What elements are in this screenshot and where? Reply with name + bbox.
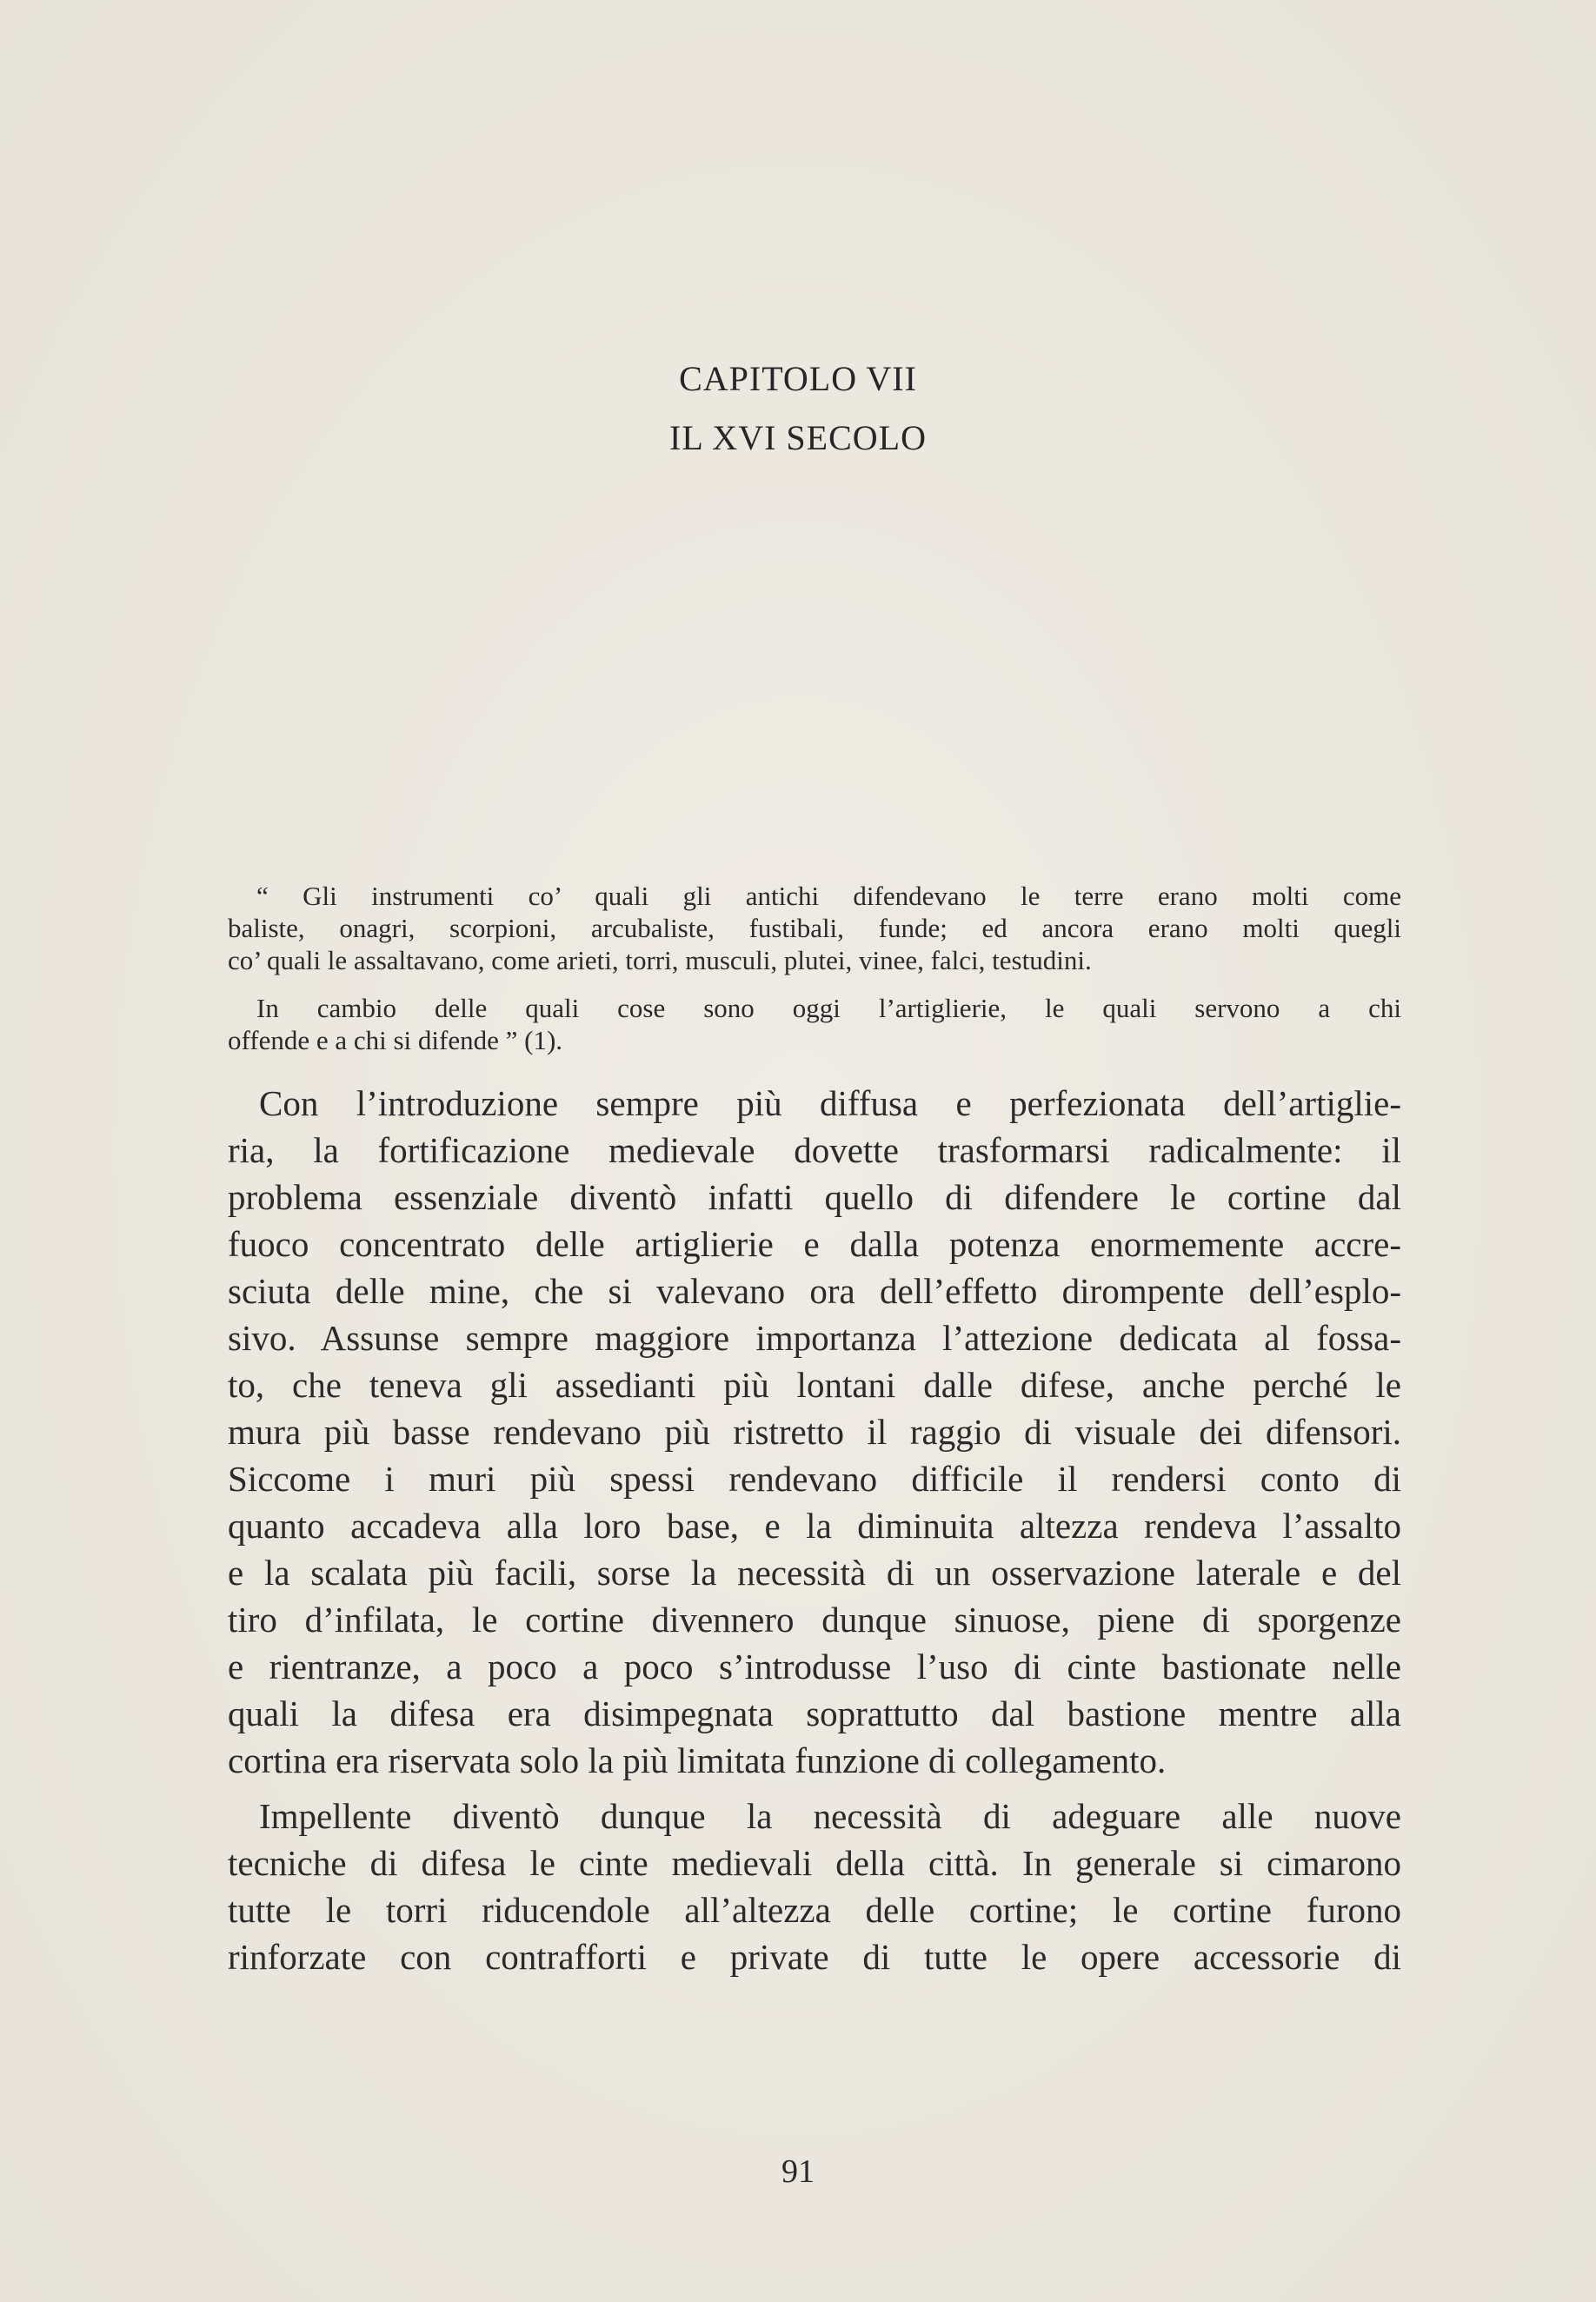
body-line: fuoco concentrato delle artiglierie e dalla potenza enormemente accre- <box>228 1224 1401 1264</box>
body-line: tutte le torri riducendole all’altezza delle cortine; le cortine furono <box>228 1890 1401 1930</box>
body-line: mura più basse rendevano più ristretto il raggio di visuale dei difensori. <box>228 1412 1401 1452</box>
body-line: Con l’introduzione sempre più diffusa e perfezionata dell’artiglie- <box>259 1083 1401 1123</box>
body-line: quali la difesa era disimpegnata soprattutto dal bastione mentre alla <box>228 1693 1401 1733</box>
body-line: sivo. Assunse sempre maggiore importanza l’attezione dedicata al fossa- <box>228 1318 1401 1358</box>
chapter-number: CAPITOLO VII <box>679 359 917 398</box>
quote-line: In cambio delle quali cose sono oggi l’artiglierie, le quali servono a chi <box>256 993 1401 1023</box>
body-line: to, che teneva gli assedianti più lontani dalle difese, anche perché le <box>228 1365 1401 1405</box>
quote-line: “ Gli instrumenti co’ quali gli antichi difendevano le terre erano molti come <box>256 881 1401 911</box>
quote-line: co’ quali le assaltavano, come arieti, torri, musculi, plutei, vinee, falci, testudini. <box>228 945 1092 975</box>
quote-line: baliste, onagri, scorpioni, arcubaliste, fustibali, funde; ed ancora erano molti quegli <box>228 913 1401 943</box>
body-line: tiro d’infilata, le cortine divennero dunque sinuose, piene di sporgenze <box>228 1600 1401 1640</box>
quote-line: offende e a chi si difende ” (1). <box>228 1025 563 1055</box>
body-line: Siccome i muri più spessi rendevano difficile il rendersi conto di <box>228 1459 1401 1499</box>
body-line: problema essenziale diventò infatti quello di difendere le cortine dal <box>228 1177 1401 1217</box>
page-number: 91 <box>781 2153 815 2190</box>
body-line: tecniche di difesa le cinte medievali della città. In generale si cimarono <box>228 1843 1401 1883</box>
body-line: cortina era riservata solo la più limitata funzione di collegamento. <box>228 1740 1167 1780</box>
body-line: quanto accadeva alla loro base, e la diminuita altezza rendeva l’assalto <box>228 1506 1401 1546</box>
body-line: e rientranze, a poco a poco s’introdusse l’uso di cinte bastionate nelle <box>228 1647 1401 1687</box>
body-line: sciuta delle mine, che si valevano ora dell’effetto dirompente dell’esplo- <box>228 1271 1401 1311</box>
body-line: ria, la fortificazione medievale dovette trasformarsi radicalmente: il <box>228 1130 1401 1170</box>
body-line: e la scalata più facili, sorse la necessità di un osservazione laterale e del <box>228 1553 1401 1593</box>
chapter-title: IL XVI SECOLO <box>669 418 927 457</box>
body-line: Impellente diventò dunque la necessità di adeguare alle nuove <box>259 1796 1401 1836</box>
body-line: rinforzate con contrafforti e private di tutte le opere accessorie di <box>228 1937 1401 1977</box>
